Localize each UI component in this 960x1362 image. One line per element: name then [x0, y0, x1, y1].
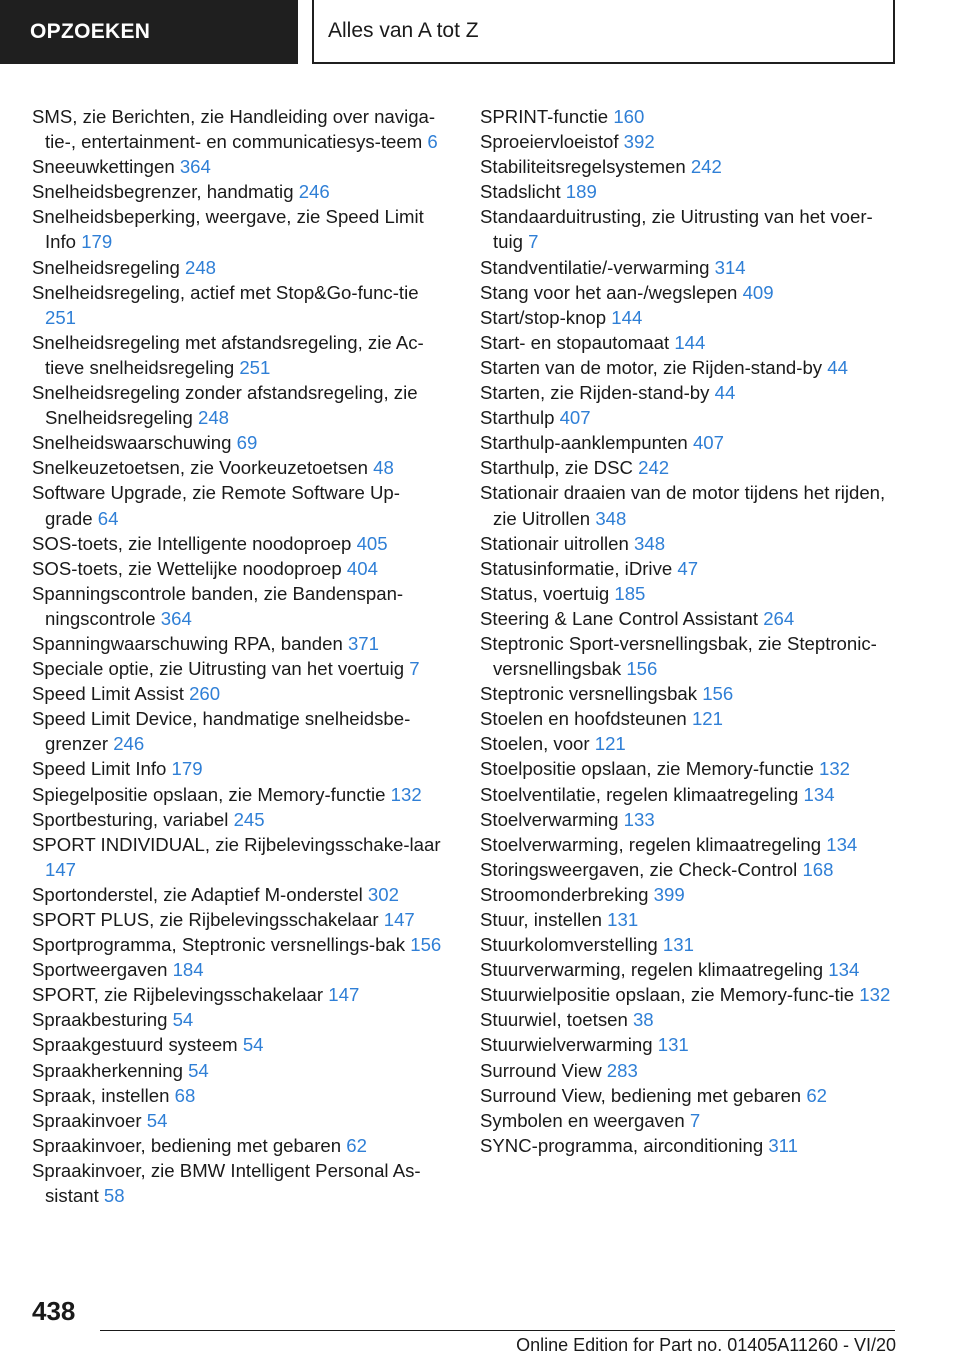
- index-entry: [32, 756, 442, 781]
- index-term: Stoelen en hoofdsteunen: [480, 708, 687, 730]
- index-term: Standaarduitrusting, zie Uitrusting van het voer-tuig: [480, 206, 873, 253]
- index-column-right: [480, 104, 900, 1158]
- index-entry: [480, 255, 900, 280]
- index-term: Snelheidsregeling zonder afstandsregeling, zie Snelheidsregeling: [32, 382, 418, 429]
- index-entry: [480, 957, 900, 982]
- page-link[interactable]: 6: [427, 131, 438, 153]
- index-entry: [480, 556, 900, 581]
- index-entry: [480, 782, 900, 807]
- index-term: Starthulp-aanklempunten: [480, 432, 688, 454]
- index-entry: [32, 581, 442, 631]
- index-term: SPORT INDIVIDUAL, zie Rijbelevingsschake-laar: [32, 833, 441, 855]
- page-link[interactable]: 132: [819, 758, 851, 780]
- page-link[interactable]: 144: [611, 306, 643, 328]
- index-entry: [32, 957, 442, 982]
- page-link[interactable]: 185: [614, 582, 646, 604]
- index-entry: [32, 1108, 442, 1133]
- index-term: Spraakinvoer: [32, 1109, 142, 1131]
- page-link[interactable]: 179: [81, 231, 113, 253]
- page-link[interactable]: 68: [174, 1084, 196, 1106]
- index-entry: [32, 480, 442, 530]
- index-entry: [32, 807, 442, 832]
- index-entry: [480, 129, 900, 154]
- index-term: SPORT, zie Rijbelevingsschakelaar: [32, 984, 324, 1006]
- page-link[interactable]: 156: [702, 683, 734, 705]
- index-term: SPORT PLUS, zie Rijbelevingsschakelaar: [32, 909, 379, 930]
- index-term: Snelheidsregeling met afstandsregeling, zie Ac-tieve snelheidsregeling: [32, 331, 424, 378]
- index-term: Spanningscontrole banden, zie Bandenspan-ningscontrole: [32, 582, 404, 629]
- page-link[interactable]: 48: [373, 457, 394, 479]
- index-term: SPRINT-functie: [480, 106, 609, 127]
- page-link[interactable]: 54: [172, 1009, 194, 1031]
- index-term: Surround View, bediening met gebaren: [480, 1084, 802, 1106]
- index-entry: [32, 982, 442, 1007]
- index-entry: [32, 681, 442, 706]
- index-entry: [480, 204, 900, 254]
- page-link[interactable]: 131: [607, 909, 639, 930]
- index-entry: [32, 782, 442, 807]
- index-term: Standventilatie/-verwarming: [480, 256, 710, 278]
- index-term: SOS-toets, zie Intelligente noodoproep: [32, 532, 352, 554]
- index-entry: [32, 255, 442, 280]
- index-term: Stroomonderbreking: [480, 883, 649, 905]
- page-link[interactable]: 242: [638, 457, 670, 479]
- index-term: Steptronic versnellingsbak: [480, 683, 698, 705]
- index-entry: [480, 807, 900, 832]
- index-entry: [480, 455, 900, 480]
- page-link[interactable]: 144: [674, 331, 706, 353]
- page-link[interactable]: 248: [185, 256, 217, 278]
- index-term: Surround View: [480, 1059, 602, 1081]
- index-entry: [32, 455, 442, 480]
- index-entry: [32, 1158, 442, 1208]
- index-entry: [480, 330, 900, 355]
- section-tab: OPZOEKEN: [0, 0, 298, 64]
- page-number: 438: [32, 1296, 76, 1326]
- index-term: Stuurwielpositie opslaan, zie Memory-func-tie: [480, 984, 855, 1006]
- index-term: Stang voor het aan-/wegslepen: [480, 281, 738, 303]
- index-entry: [480, 631, 900, 681]
- footer-divider: [100, 1330, 895, 1331]
- page-link[interactable]: 179: [171, 758, 203, 780]
- page-link[interactable]: 133: [623, 808, 655, 830]
- index-term: Speed Limit Assist: [32, 683, 184, 705]
- index-entry: [32, 882, 442, 907]
- index-entry: [480, 1133, 900, 1158]
- page-link[interactable]: 147: [328, 984, 360, 1006]
- index-entry: [32, 907, 442, 932]
- index-entry: [32, 531, 442, 556]
- page-link[interactable]: 54: [146, 1109, 168, 1131]
- index-column-left: [32, 104, 442, 1208]
- page-link[interactable]: 371: [347, 632, 379, 654]
- index-entry: [480, 1083, 900, 1108]
- index-term: Spraak, instellen: [32, 1084, 170, 1106]
- page-link[interactable]: 121: [691, 708, 723, 730]
- index-term: Stoelventilatie, regelen klimaatregeling: [480, 783, 799, 805]
- index-entry: [32, 1083, 442, 1108]
- page-link[interactable]: 62: [346, 1134, 367, 1156]
- page-link[interactable]: 392: [623, 131, 655, 153]
- page-link[interactable]: 160: [613, 106, 645, 127]
- index-term: Spraakherkenning: [32, 1059, 183, 1081]
- page-link[interactable]: 131: [657, 1034, 689, 1056]
- page-link[interactable]: 407: [559, 407, 591, 429]
- index-term: Statusinformatie, iDrive: [480, 557, 673, 579]
- index-term: Spraakgestuurd systeem: [32, 1034, 238, 1056]
- page-link[interactable]: 134: [826, 833, 858, 855]
- index-term: Starthulp: [480, 407, 555, 429]
- page-link[interactable]: 44: [714, 382, 736, 404]
- index-term: Stuur, instellen: [480, 909, 602, 930]
- index-term: Spraakinvoer, bediening met gebaren: [32, 1134, 342, 1156]
- index-term: Snelheidsregeling, actief met Stop&Go-func-tie: [32, 281, 419, 303]
- index-entry: [480, 581, 900, 606]
- page-link[interactable]: 54: [188, 1059, 209, 1081]
- index-term: Stoelverwarming: [480, 808, 619, 830]
- index-entry: [32, 179, 442, 204]
- index-entry: [480, 706, 900, 731]
- index-term: Status, voertuig: [480, 582, 610, 604]
- index-entry: [32, 380, 442, 430]
- index-term: SMS, zie Berichten, zie Handleiding over naviga-tie-, entertainment- en communicatiesys-teem: [32, 106, 436, 153]
- index-entry: [480, 756, 900, 781]
- index-entry: [32, 1133, 442, 1158]
- index-entry: [32, 1032, 442, 1057]
- index-entry: [480, 932, 900, 957]
- page-link[interactable]: 132: [859, 984, 891, 1006]
- page-link[interactable]: 251: [45, 306, 77, 328]
- index-entry: [480, 907, 900, 932]
- page-link[interactable]: 399: [653, 883, 685, 905]
- page-link[interactable]: 7: [528, 231, 539, 253]
- index-entry: [32, 104, 442, 154]
- page-header: [0, 0, 960, 66]
- index-entry: [480, 104, 900, 129]
- index-entry: [480, 1058, 900, 1083]
- page-link[interactable]: 132: [390, 783, 422, 805]
- index-term: Starten, zie Rijden-stand-by: [480, 382, 710, 404]
- index-term: Stuurverwarming, regelen klimaatregeling: [480, 959, 824, 981]
- page-link[interactable]: 348: [595, 507, 627, 529]
- index-term: Spanningwaarschuwing RPA, banden: [32, 632, 343, 654]
- page-link[interactable]: 58: [103, 1185, 125, 1207]
- page-link[interactable]: 134: [828, 959, 860, 981]
- page-link[interactable]: 283: [606, 1059, 638, 1081]
- index-term: Software Upgrade, zie Remote Software Up-grade: [32, 482, 400, 529]
- page-link[interactable]: 7: [689, 1109, 701, 1131]
- page-link[interactable]: 348: [634, 532, 666, 554]
- page-link[interactable]: 189: [565, 181, 597, 203]
- page-link[interactable]: 404: [346, 557, 378, 579]
- index-term: Snelheidsbegrenzer, handmatig: [32, 181, 294, 203]
- index-entry: [32, 932, 442, 957]
- index-entry: [480, 430, 900, 455]
- page-link[interactable]: 364: [179, 156, 211, 178]
- index-term: SYNC-programma, airconditioning: [480, 1134, 764, 1156]
- index-entry: [480, 857, 900, 882]
- index-term: Spraakinvoer, zie BMW Intelligent Personal As-sistant: [32, 1159, 421, 1207]
- page-link[interactable]: 264: [763, 607, 795, 629]
- index-term: Sportonderstel, zie Adaptief M-onderstel: [32, 883, 363, 905]
- page-link[interactable]: 184: [172, 959, 204, 981]
- page-link[interactable]: 44: [827, 356, 848, 378]
- index-term: Starten van de motor, zie Rijden-stand-by: [480, 356, 823, 378]
- index-entry: [480, 305, 900, 330]
- index-term: Steering & Lane Control Assistant: [480, 607, 759, 629]
- page-link[interactable]: 251: [239, 356, 271, 378]
- index-entry: [32, 631, 442, 656]
- index-term: Stationair draaien van de motor tijdens het rijden, zie Uitrollen: [480, 482, 886, 529]
- page-link[interactable]: 121: [594, 733, 626, 755]
- index-term: Stationair uitrollen: [480, 532, 629, 554]
- index-term: Start/stop-knop: [480, 306, 607, 328]
- index-entry: [480, 882, 900, 907]
- page-link[interactable]: 364: [160, 607, 192, 629]
- page-link[interactable]: 147: [45, 858, 77, 880]
- index-entry: [32, 1007, 442, 1032]
- index-entry: [480, 606, 900, 631]
- index-term: Stuurkolomverstelling: [480, 934, 658, 956]
- index-entry: [480, 531, 900, 556]
- page-link[interactable]: 168: [802, 858, 834, 880]
- page-link[interactable]: 246: [113, 733, 145, 755]
- index-entry: [32, 280, 442, 330]
- index-term: Start- en stopautomaat: [480, 331, 670, 353]
- page-link[interactable]: 311: [768, 1134, 798, 1156]
- index-entry: [480, 1032, 900, 1057]
- footer-edition: Online Edition for Part no. 01405A11260 - VI/20: [516, 1335, 896, 1355]
- page-link[interactable]: 147: [383, 909, 415, 930]
- page-link[interactable]: 64: [97, 507, 119, 529]
- index-entry: [480, 154, 900, 179]
- index-term: Spraakbesturing: [32, 1009, 168, 1031]
- index-entry: [480, 380, 900, 405]
- index-entry: [32, 832, 442, 882]
- index-term: Sneeuwkettingen: [32, 156, 175, 178]
- index-term: Starthulp, zie DSC: [480, 457, 633, 479]
- index-entry: [32, 154, 442, 179]
- index-entry: [32, 204, 442, 254]
- index-term: Snelheidswaarschuwing: [32, 432, 232, 454]
- page-link[interactable]: 302: [367, 883, 399, 905]
- index-term: Sportbesturing, variabel: [32, 808, 229, 830]
- index-term: Snelheidsregeling: [32, 256, 180, 278]
- index-term: Symbolen en weergaven: [480, 1109, 685, 1131]
- page-link[interactable]: 260: [189, 683, 221, 705]
- index-term: Stoelpositie opslaan, zie Memory-functie: [480, 758, 814, 780]
- index-entry: [480, 405, 900, 430]
- index-term: Stadslicht: [480, 181, 561, 203]
- index-term: Stuurwielverwarming: [480, 1034, 653, 1056]
- index-entry: [32, 656, 442, 681]
- index-entry: [32, 706, 442, 756]
- index-term: SOS-toets, zie Wettelijke noodoproep: [32, 557, 342, 579]
- index-term: Steptronic Sport-versnellingsbak, zie Steptronic-versnellingsbak: [480, 632, 877, 680]
- page-link[interactable]: 242: [690, 156, 722, 178]
- index-entry: [480, 179, 900, 204]
- index-entry: [480, 832, 900, 857]
- index-term: Storingsweergaven, zie Check-Control: [480, 858, 798, 880]
- page-link[interactable]: 314: [714, 256, 746, 278]
- index-entry: [480, 681, 900, 706]
- page-link[interactable]: 407: [692, 432, 724, 454]
- index-term: Spiegelpositie opslaan, zie Memory-functie: [32, 783, 386, 805]
- page-link[interactable]: 7: [409, 658, 420, 680]
- page-link[interactable]: 246: [298, 181, 330, 203]
- index-entry: [32, 1058, 442, 1083]
- page-link[interactable]: 409: [742, 281, 774, 303]
- index-term: Sportprogramma, Steptronic versnellings-bak: [32, 934, 406, 956]
- page-link[interactable]: 54: [242, 1034, 264, 1056]
- index-entry: [480, 1108, 900, 1133]
- page-link[interactable]: 134: [803, 783, 835, 805]
- index-term: Speed Limit Device, handmatige snelheidsbe-grenzer: [32, 708, 411, 755]
- page-link[interactable]: 245: [233, 808, 265, 830]
- index-entry: [480, 355, 900, 380]
- index-term: Stoelen, voor: [480, 733, 590, 755]
- index-term: Stoelverwarming, regelen klimaatregeling: [480, 833, 822, 855]
- index-entry: [32, 430, 442, 455]
- index-entry: [480, 480, 900, 530]
- page-link[interactable]: 47: [677, 557, 699, 579]
- index-entry: [32, 556, 442, 581]
- index-term: Snelheidsbeperking, weergave, zie Speed Limit Info: [32, 206, 424, 253]
- index-entry: [480, 982, 900, 1007]
- page-link[interactable]: 62: [806, 1084, 828, 1106]
- page-link[interactable]: 69: [236, 432, 258, 454]
- page-link[interactable]: 156: [410, 934, 442, 956]
- index-term: Stabiliteitsregelsystemen: [480, 156, 686, 178]
- index-term: Stuurwiel, toetsen: [480, 1009, 628, 1031]
- index-term: Speciale optie, zie Uitrusting van het voertuig: [32, 658, 405, 680]
- index-entry: [480, 731, 900, 756]
- page-link[interactable]: 405: [356, 532, 388, 554]
- index-term: Snelkeuzetoetsen, zie Voorkeuzetoetsen: [32, 457, 368, 479]
- index-term: Speed Limit Info: [32, 758, 167, 780]
- index-entry: [480, 1007, 900, 1032]
- index-term: Sportweergaven: [32, 959, 168, 981]
- index-entry: [480, 280, 900, 305]
- index-entry: [32, 330, 442, 380]
- chapter-title: Alles van A tot Z: [312, 0, 895, 64]
- page-link[interactable]: 248: [198, 407, 230, 429]
- page-link[interactable]: 38: [632, 1009, 654, 1031]
- index-term: Sproeiervloeistof: [480, 131, 619, 153]
- page-link[interactable]: 156: [626, 658, 658, 680]
- page-link[interactable]: 131: [662, 934, 694, 956]
